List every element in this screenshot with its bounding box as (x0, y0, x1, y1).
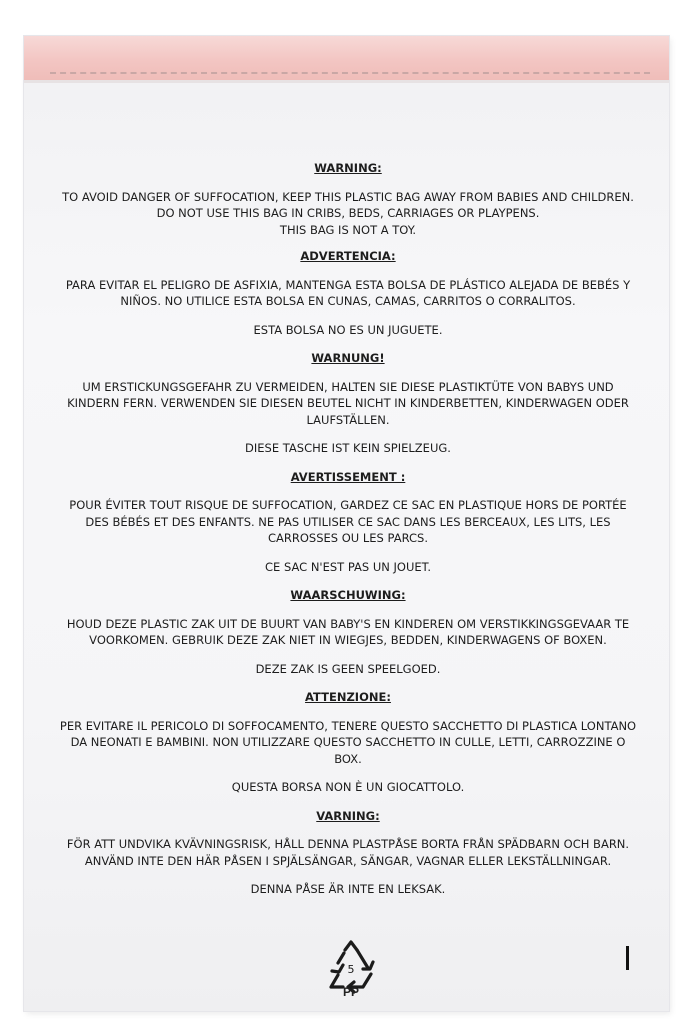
tape-perforation (50, 72, 650, 74)
toy-sv: DENNA PÅSE ÄR INTE EN LEKSAK. (250, 882, 446, 896)
body-sv: FÖR ATT UNDVIKA KVÄVNINGSRISK, HÅLL DENNA PLASTPÅSE BORTA FRÅN SPÄDBARN OCH BARN. ANVÄND INTE DEN HÄR PÅSEN I SPJÄLSÄNGAR, SÄNGAR, VAGNAR ELLER LEKSTÄLLNINGAR. (66, 837, 630, 868)
toy-es: ESTA BOLSA NO ES UN JUGUETE. (253, 322, 443, 337)
body-es: PARA EVITAR EL PELIGRO DE ASFIXIA, MANTENGA ESTA BOLSA DE PLÁSTICO ALEJADA DE BEBÉS Y NIÑOS. NO UTILICE ESTA BOLSA EN CUNAS, CAMAS, CARRITOS O CORRALITOS. (65, 277, 631, 308)
heading-de: WARNUNG! (311, 351, 385, 365)
body-en-text: TO AVOID DANGER OF SUFFOCATION, KEEP THIS PLASTIC BAG AWAY FROM BABIES AND CHILDREN. DO NOT USE THIS BAG IN CRIBS, BEDS, CARRIAGES OR PLAYPENS. (62, 189, 634, 220)
recycling-number: 5 (347, 963, 355, 976)
body-fr: POUR ÉVITER TOUT RISQUE DE SUFFOCATION, GARDEZ CE SAC EN PLASTIQUE HORS DE PORTÉE DES BÉBÉS ET DES ENFANTS. NE PAS UTILISER CE SAC DANS LES BERCEAUX, LES LITS, LES CARROSSES OU LES PARCS. (69, 498, 627, 545)
warning-text-block (24, 160, 672, 910)
section-it (24, 689, 672, 796)
body-de: UM ERSTICKUNGSGEFAHR ZU VERMEIDEN, HALTEN SIE DIESE PLASTIKTÜTE VON BABYS UND KINDERN FERN. VERWENDEN SIE DIESEN BEUTEL NICHT IN KINDERBETTEN, KINDERWAGEN ODER LAUFSTÄLLEN. (67, 379, 629, 427)
heading-it: ATTENZIONE: (305, 690, 391, 704)
section-en (24, 160, 672, 238)
marker-line (626, 946, 629, 970)
heading-en: WARNING: (314, 161, 382, 175)
section-sv (24, 808, 672, 898)
toy-nl: DEZE ZAK IS GEEN SPEELGOED. (255, 661, 441, 676)
heading-sv: VARNING: (316, 808, 380, 823)
heading-nl: WAARSCHUWING: (290, 588, 406, 602)
toy-fr: CE SAC N'EST PAS UN JOUET. (265, 559, 431, 574)
heading-fr: AVERTISSEMENT : (290, 469, 406, 484)
section-de (24, 350, 672, 457)
section-es (24, 248, 672, 338)
body-en (24, 189, 672, 239)
heading-es: ADVERTENCIA: (300, 249, 396, 263)
section-fr (24, 469, 672, 576)
tape-edge (24, 80, 669, 83)
material-code: PP (342, 985, 359, 999)
body-it: PER EVITARE IL PERICOLO DI SOFFOCAMENTO, TENERE QUESTO SACCHETTO DI PLASTICA LONTANO DA NEONATI E BAMBINI. NON UTILIZZARE QUESTO SACCHETTO IN CULLE, LETTI, CARROZZINE O BOX. (59, 718, 637, 766)
toy-en: THIS BAG IS NOT A TOY. (279, 222, 417, 237)
body-nl: HOUD DEZE PLASTIC ZAK UIT DE BUURT VAN BABY'S EN KINDEREN OM VERSTIKKINGSGEVAAR TE VOORKOMEN. GEBRUIK DEZE ZAK NIET IN WIEGJES, BEDDEN, KINDERWAGENS OF BOXEN. (66, 616, 630, 647)
toy-de: DIESE TASCHE IST KEIN SPIELZEUG. (245, 441, 451, 455)
section-nl (24, 587, 672, 677)
toy-it: QUESTA BORSA NON È UN GIOCATTOLO. (231, 780, 465, 794)
